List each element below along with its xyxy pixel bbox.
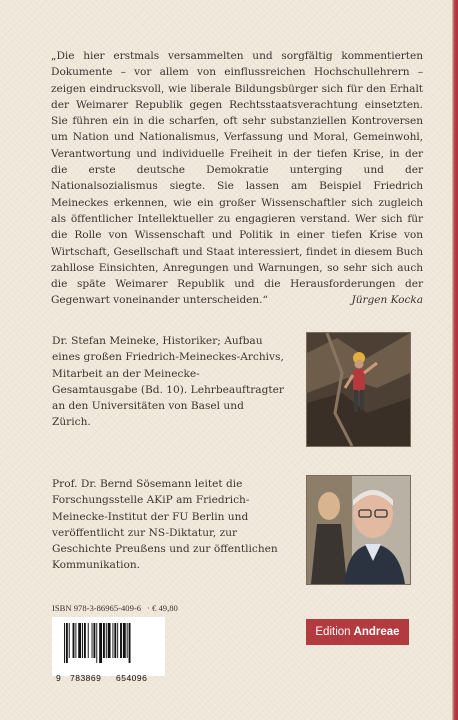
- barcode-bar: [75, 623, 76, 658]
- price: · € 49,80: [147, 603, 178, 613]
- blurb-quote-text: „Die hier erstmals versammelten und sorgfältig kommentierten Dokumente – vor allem von einflussreichen Hochschullehrern – zeigen eindrucksvoll, wie liberale Bildungsbürger sich für den Erhalt der Weimarer Republik gegen Rechtsstaatsverachtung einsetzten. Sie führen ein in die scharfen, oft sehr substanziellen Kontroversen um Nation und Nationalismus, Verfassung und Moral, Gemeinwohl, Verantwortung und individuelle Freiheit in der tiefen Krise, in der die erste deutsche Demokratie unterging und der Nationalsozialismus siegte. Sie lassen am Beispiel Friedrich Meineckes erkennen, wie ein großer Wissenschaftler sich zugleich als öffentlicher Intellektueller zu engagieren verstand. Wer sich für die Rolle von Wissenschaft und Politik in einer tiefen Krise von Wirtschaft, Gesellschaft und Staat interessiert, findet in diesem Buch zahllose Einsichten, Anregungen und Warnungen, so sehr sich auch die späte Weimarer Republik und die Herausforderungen der Gegenwart voneinander unterscheiden.“: [51, 50, 423, 307]
- barcode-bar: [112, 623, 113, 658]
- barcode-bar: [88, 623, 89, 658]
- barcode-bar: [82, 623, 83, 658]
- barcode-bar: [114, 623, 116, 658]
- barcode-bar: [93, 623, 95, 658]
- barcode-bar: [73, 623, 75, 658]
- barcode-bar: [106, 623, 107, 658]
- barcode-bar: [99, 623, 102, 663]
- barcode-digit-group-right: 654096: [116, 673, 148, 683]
- barcode-bars: [64, 623, 160, 663]
- author-photo-soesemann: [306, 475, 411, 585]
- author-photo-meineke: [306, 332, 411, 447]
- barcode-bar: [96, 623, 97, 663]
- barcode-bar: [92, 623, 93, 658]
- barcode-bar: [127, 623, 128, 658]
- publisher-logo: [306, 619, 409, 645]
- barcode-bar: [78, 623, 81, 658]
- barcode: [52, 617, 165, 683]
- barcode-bar: [64, 623, 65, 663]
- barcode-bar: [103, 623, 105, 658]
- barcode-bar: [123, 623, 126, 658]
- barcode-bar: [108, 623, 111, 658]
- isbn-number: ISBN 978-3-86965-409-6: [52, 603, 142, 613]
- blurb-quote: [51, 48, 423, 309]
- quote-author: Jürgen Kocka: [351, 294, 423, 307]
- publisher-prefix: Edition: [315, 626, 351, 638]
- publisher-name: Andreae: [353, 626, 400, 638]
- barcode-bar: [120, 623, 122, 658]
- author-bio-meineke: Dr. Stefan Meineke, Historiker; Aufbau eines großen Friedrich-Meineckes-Archivs, Mitarbeit an der Meinecke-Gesamtausgabe (Bd. 10). Lehrbeauftragter an den Universitäten von Basel und Zürich.: [52, 335, 284, 429]
- isbn-line: [52, 603, 178, 613]
- portrait-photo-illustration: [307, 476, 410, 584]
- barcode-digit-group-left: 783869: [70, 673, 102, 683]
- barcode-bar: [129, 623, 131, 663]
- barcode-bar: [66, 623, 68, 663]
- barcode-digit-lead: 9: [56, 673, 62, 683]
- barcode-bar: [69, 623, 70, 658]
- barcode-bar: [84, 623, 86, 658]
- barcode-bar: [117, 623, 118, 658]
- climber-photo-illustration: [307, 333, 410, 446]
- spine-edge: [452, 0, 458, 720]
- author-bio-soesemann: Prof. Dr. Bernd Sösemann leitet die Forschungsstelle AKiP am Friedrich-Meinecke-Institut der FU Berlin und veröffentlicht zur NS-Diktatur, zur Geschichte Preußens und zur öffentlichen Kommunikation.: [52, 478, 278, 572]
